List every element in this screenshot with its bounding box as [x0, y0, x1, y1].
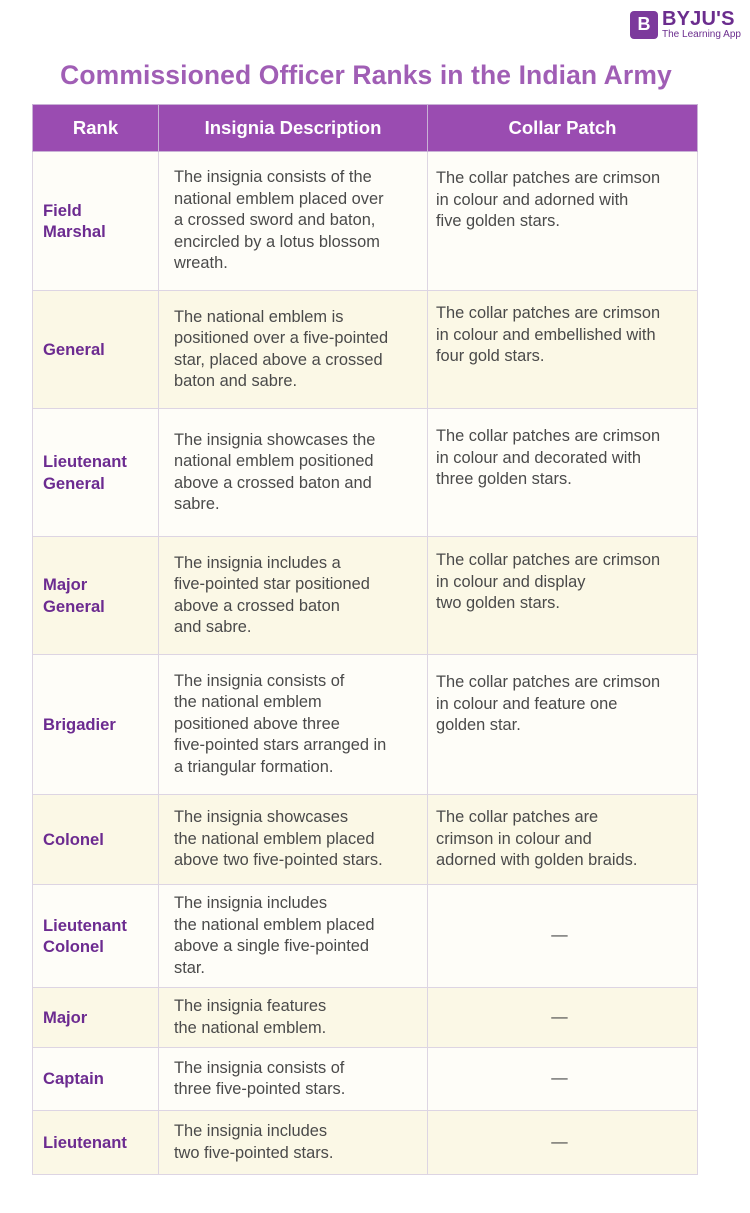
rank-cell: Major: [33, 988, 159, 1048]
rank-cell: Field Marshal: [33, 152, 159, 291]
insignia-cell: The insignia includes a five-pointed star positioned above a crossed baton and sabre.: [159, 537, 428, 655]
logo-text: [662, 9, 741, 40]
collar-cell: The collar patches are crimson in colour and display two golden stars.: [428, 537, 698, 655]
table-row: [33, 1048, 698, 1111]
rank-cell: Major General: [33, 537, 159, 655]
byjus-logo-icon: [630, 11, 658, 39]
collar-cell: The collar patches are crimson in colour and adorned with golden braids.: [428, 795, 698, 885]
brand-logo: [630, 9, 741, 40]
brand-tagline: The Learning App: [662, 29, 741, 40]
rank-cell: Brigadier: [33, 655, 159, 795]
rank-cell: Lieutenant Colonel: [33, 885, 159, 988]
table-header: [33, 105, 698, 152]
brand-name: BYJU'S: [662, 8, 735, 30]
collar-cell: The collar patches are crimson in colour and adorned with five golden stars.: [428, 152, 698, 291]
insignia-cell: The insignia includes the national emblem placed above a single five-pointed star.: [159, 885, 428, 988]
page-title: Commissioned Officer Ranks in the Indian Army: [60, 60, 672, 90]
table-row: [33, 1111, 698, 1175]
table-row: [33, 795, 698, 885]
table-row: [33, 409, 698, 537]
insignia-cell: The insignia showcases the national emblem positioned above a crossed baton and sabre.: [159, 409, 428, 537]
rank-cell: Captain: [33, 1048, 159, 1111]
insignia-cell: The insignia includes two five-pointed stars.: [159, 1111, 428, 1175]
table-row: [33, 152, 698, 291]
table-body: [33, 152, 698, 1175]
table-row: [33, 537, 698, 655]
rank-cell: Lieutenant: [33, 1111, 159, 1175]
collar-cell-empty: —: [428, 988, 698, 1048]
header-collar-patch: Collar Patch: [428, 105, 698, 152]
header-insignia-description: Insignia Description: [159, 105, 428, 152]
insignia-cell: The insignia consists of three five-pointed stars.: [159, 1048, 428, 1111]
insignia-cell: The insignia features the national emblem.: [159, 988, 428, 1048]
collar-cell-empty: —: [428, 1111, 698, 1175]
table-row: [33, 988, 698, 1048]
table-row: [33, 655, 698, 795]
table-row: [33, 291, 698, 409]
ranks-table: [32, 104, 698, 1175]
collar-cell: The collar patches are crimson in colour and embellished with four gold stars.: [428, 291, 698, 409]
collar-cell: The collar patches are crimson in colour and feature one golden star.: [428, 655, 698, 795]
insignia-cell: The insignia consists of the national emblem placed over a crossed sword and baton, encircled by a lotus blossom wreath.: [159, 152, 428, 291]
insignia-cell: The insignia showcases the national emblem placed above two five-pointed stars.: [159, 795, 428, 885]
rank-cell: General: [33, 291, 159, 409]
rank-cell: Colonel: [33, 795, 159, 885]
table-row: [33, 885, 698, 988]
collar-cell-empty: —: [428, 885, 698, 988]
logo-letter: B: [637, 14, 651, 34]
header-rank: Rank: [33, 105, 159, 152]
rank-cell: Lieutenant General: [33, 409, 159, 537]
collar-cell: The collar patches are crimson in colour and decorated with three golden stars.: [428, 409, 698, 537]
insignia-cell: The insignia consists of the national emblem positioned above three five-pointed stars arranged in a triangular formation.: [159, 655, 428, 795]
insignia-cell: The national emblem is positioned over a five-pointed star, placed above a crossed baton and sabre.: [159, 291, 428, 409]
collar-cell-empty: —: [428, 1048, 698, 1111]
